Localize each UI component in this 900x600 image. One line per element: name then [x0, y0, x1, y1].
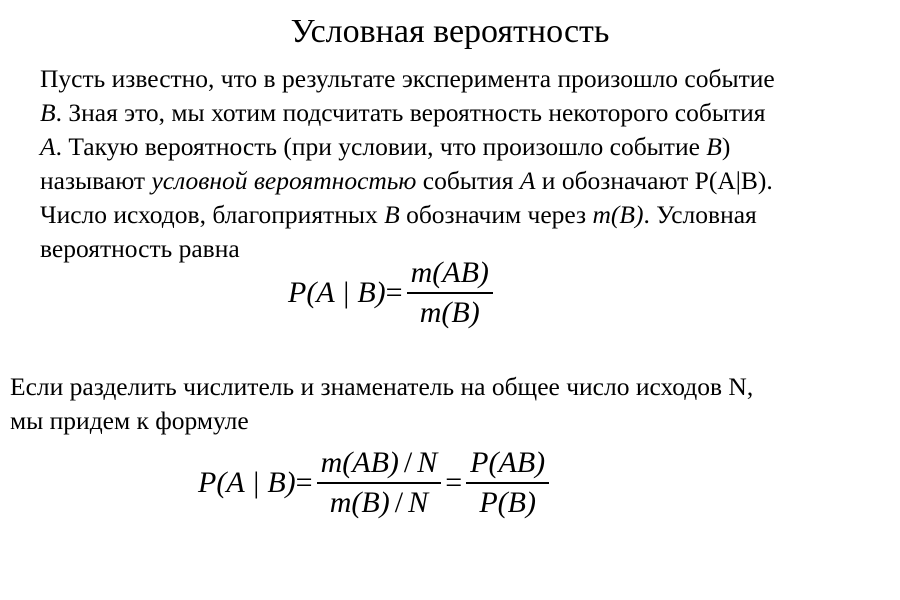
numerator-count: m(AB)	[320, 446, 399, 479]
slide-title: Условная вероятность	[290, 13, 610, 50]
event-a: A	[40, 132, 56, 161]
definition-line-2-text: . Зная это, мы хотим подсчитать вероятность некоторого события	[55, 98, 766, 127]
fraction-denominator	[326, 484, 432, 520]
definition-line-4-mid: события	[416, 166, 520, 195]
definition-line-4	[20, 164, 880, 198]
equals-sign: =	[295, 466, 313, 499]
equals-sign: =	[385, 276, 403, 309]
event-b: B	[40, 98, 56, 127]
normalization-line-2: мы придем к формуле	[10, 406, 249, 435]
fraction-numerator	[317, 446, 442, 482]
divide-slash: /	[403, 446, 413, 479]
normalization-paragraph	[10, 370, 890, 438]
normalized-probability-formula	[198, 446, 553, 520]
event-b: B	[384, 200, 400, 229]
term-conditional-probability: условной вероятностью	[151, 166, 417, 195]
definition-line-3	[20, 130, 880, 164]
divide-slash: /	[394, 486, 404, 519]
definition-line-5-start: Число исходов, благоприятных	[40, 200, 385, 229]
definition-line-4-start: называют	[40, 166, 152, 195]
fraction	[407, 256, 493, 330]
equals-sign: =	[445, 466, 463, 499]
fraction-probabilities	[466, 446, 549, 520]
definition-line-4-end: и обозначают Р(А|В).	[535, 166, 773, 195]
denominator-count: m(B)	[329, 486, 390, 519]
fraction-counts	[317, 446, 442, 520]
conditional-probability-formula	[288, 256, 497, 330]
numerator-total: N	[417, 446, 438, 479]
normalization-line-1: Если разделить числитель и знаменатель на общее число исходов N,	[10, 372, 754, 401]
fraction-denominator: P(B)	[479, 486, 536, 519]
definition-line-3-text: . Такую вероятность (при условии, что произошло событие	[55, 132, 707, 161]
definition-line-5-mid: обозначим через	[399, 200, 593, 229]
definition-line-2	[20, 96, 880, 130]
definition-line-5-end: . Условная	[643, 200, 757, 229]
count-m-b: m(B)	[592, 200, 644, 229]
definition-line-1: Пусть известно, что в результате эксперимента произошло событие	[40, 64, 775, 93]
event-a: A	[519, 166, 536, 195]
formula-lhs: P(A | B)	[198, 466, 296, 499]
fraction-numerator: P(AB)	[470, 446, 546, 479]
fraction-numerator: m(AB)	[410, 256, 489, 289]
formula-lhs: P(A | B)	[288, 276, 386, 309]
denominator-total: N	[408, 486, 429, 519]
definition-line-6: вероятность равна	[40, 234, 240, 263]
fraction-denominator: m(B)	[419, 296, 480, 329]
definition-paragraph	[20, 62, 880, 266]
definition-line-3-end: )	[721, 132, 731, 161]
event-b: B	[706, 132, 722, 161]
definition-line-5	[20, 198, 880, 232]
